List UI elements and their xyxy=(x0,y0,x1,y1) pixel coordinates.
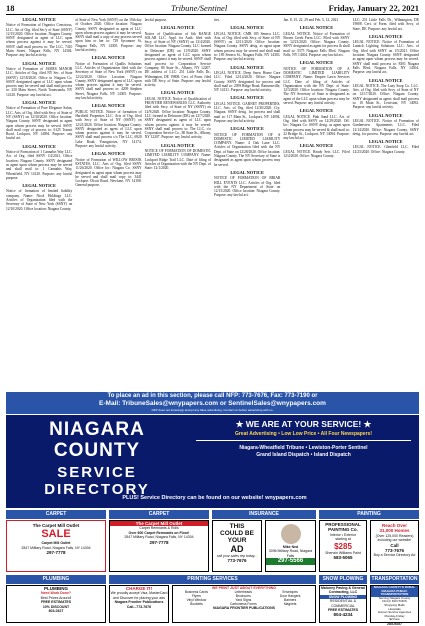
legal-notice xyxy=(283,18,349,22)
ad-call-rep: call your sales rep today... xyxy=(216,554,258,558)
notice-body: NOTICE OF FORMATION OF A DOMESTIC LIMITED LIABILITY COMPANY. Name: Empire Lawn Services LLC. Date of filing of Articles of Organization with the NY Dept. of State: 12/3/2020. Office location: Niagara County. The NY Secretary of State is designated as agent of the LLC upon whom process may be served. Purpose: any lawful activity. xyxy=(283,66,350,106)
painting-line2: starting at xyxy=(335,537,351,542)
painting-phone[interactable]: 583-5065 xyxy=(333,555,353,561)
page-header xyxy=(6,3,419,15)
notice-heading: LEGAL NOTICE xyxy=(230,126,264,132)
printing-item: Brochures xyxy=(235,594,251,599)
charge-brand: Niagara Frontier Publications xyxy=(114,600,164,605)
ad-reach-homes[interactable] xyxy=(370,520,419,572)
snowplow-line1: SNOW PLOWING xyxy=(320,595,366,599)
printing-item: Banners xyxy=(284,598,297,603)
issue-date: Friday, January 22, 2021 xyxy=(328,3,419,13)
notice-body: LEGAL NOTICE. Notice of Formation of Brown Creek Farm LLC. Filed with SSNY on 12/23/2020. Office: Niagara County. SSNY designated as agent for process & shall mail to: 5575 Niagara Falls Blvd, Niagara Falls, NY 14304. Purpose: any lawful act. xyxy=(283,31,350,58)
notice-body: LEGAL NOTICE. GARNET PROPERTIES, LLC. Arts. of Org. filed 12/30/2020. Cty: Niagara. SSNY desig. for process and shall mail to: 117 Main St., Lockport, NY 14094. Purpose: any lawful activity. xyxy=(213,101,281,123)
notice-heading: LEGAL NOTICE xyxy=(230,169,264,175)
notice-column-3 xyxy=(145,18,211,388)
insurance-phone[interactable]: 297-5566 xyxy=(266,558,315,565)
printing-item: Flyers xyxy=(191,594,201,599)
transport-line7: $2 Fare xyxy=(389,617,400,622)
transport-phone[interactable]: 285-9357 xyxy=(387,621,402,626)
agent-photo xyxy=(281,524,301,544)
ad-transportation[interactable] xyxy=(370,585,419,626)
notice-heading: LEGAL NOTICE xyxy=(91,55,126,61)
notice-heading: LEGAL NOTICE xyxy=(369,77,403,83)
legal-notice xyxy=(6,101,72,141)
notice-heading: LEGAL NOTICE xyxy=(369,112,403,118)
reach-call: Call xyxy=(390,542,399,548)
snowplow-line3: FREE ESTIMATES xyxy=(327,608,359,613)
legal-notice xyxy=(283,109,349,140)
insurance-agent-name: Mike Ned xyxy=(282,545,299,549)
carpet-outlet-title: The Carpet Mill Outlet xyxy=(32,523,80,528)
banner-headline: ★ WE ARE AT YOUR SERVICE! ★ xyxy=(235,419,372,429)
legal-notice xyxy=(75,152,141,187)
placement-disclaimer: NFP does not knowingly accept any false advertising. Contact us before advertising with us. xyxy=(151,408,274,412)
notice-body: LEGAL NOTICE. Notice of Formation of Lutnick Lighting Solutions LLC. Arts. of Org. filed with SSNY on 1/5/2021. Office location: Niagara County. SSNY designated as agent upon whom process may be served. SSNY shall mail process to: 8301 Niagara Falls Blvd, Niagara Falls, NY 14304. Purpose: any lawful act. xyxy=(352,40,419,75)
legal-notice xyxy=(145,26,211,87)
notice-body: LEGAL NOTICE. CMB 185 Seneca LLC. Arts. of Org. filed with Secy. of State of NY (SSNY) on 12/11/2020. Office location: Niagara County. SSNY desig. as agent upon whom process may be served and shall mail to: 185 Seneca St., Niagara Falls, NY 14303. Purpose: any lawful activity. xyxy=(213,31,281,62)
notice-body: ties. xyxy=(213,18,220,22)
banner-papers xyxy=(196,445,411,459)
printing-item: Letterheads xyxy=(234,590,252,595)
carpet-outlet-phone[interactable]: 297-7778 xyxy=(46,550,66,556)
legal-notice xyxy=(214,127,280,167)
transport-line3: Shopping Malls xyxy=(384,602,405,607)
legal-notice xyxy=(214,171,280,198)
notice-body: LEGAL NOTICE. Pink Sand LLC. Art. of Org. filed with SSNY on 12/29/2020. Off. loc: Niagara Co. SSNY desig. as agent upon whom process may be served & shall mail to: 22 Bridge St., Lockport, NY 14094. Purpose: any lawful act. xyxy=(283,114,350,141)
legal-notice xyxy=(283,61,349,105)
carpet-mill-address: 2847 Military Road, Niagara Falls, NY 14304 xyxy=(124,535,194,540)
banner-divider xyxy=(196,440,411,441)
legal-notice xyxy=(145,18,211,22)
notice-body: NOTICE OF FORMATION OF DOMESTIC LIMITED LIABILITY COMPANY. Name: Lockport Ridge Trail LLC. Date of filing of Articles of Organization with the NY Dept. of State: 12/1/2020. xyxy=(144,149,211,171)
category-painting: PAINTING xyxy=(319,510,419,519)
notice-heading: LEGAL NOTICE xyxy=(299,108,334,114)
notice-body: Notice of Formation of Quallis Solutions LLC. Articles of Organization filed with the Secretary of State of New York (SSNY) on 12/22/2020. Office Location: Niagara County. SSNY designated agent of LLC upon whom process against it may be served. SSNY shall mail process to: 4209 Stephen Street, Niagara Falls, NY 14305. Purpose: any lawful activity. xyxy=(75,61,142,101)
printing-item: Door Hangers xyxy=(279,594,301,599)
plumbing-title: PLUMBING xyxy=(44,586,68,591)
carpet-mill-phone[interactable]: 297-7778 xyxy=(149,539,169,545)
printing-item: Carbonless Forms xyxy=(229,602,257,607)
notice-body: LLC: 251 Little Falls Dr., Wilmington, DE 19808. Cert. of Form. filed with Secy. of State, DE. Purpose: any lawful act. xyxy=(352,18,419,31)
notice-body: Notice of Formation of WILLOW BROOK ESTATES, LLC. Arts of Org. filed SSNY 11/26/2020. Office loc: Niagara Co. SSNY designated as agent upon whom process may be served and shall mail copy to: 3441 Lockport Olcott Road, Newfane, NY 14108. General purpose. xyxy=(75,157,142,188)
ad-line-could-be: COULD BE xyxy=(220,530,254,537)
snowplow-title: Maloney Paving & General Contracting, LLC xyxy=(321,586,365,595)
printing-item: Booklets xyxy=(190,602,203,607)
transport-title: NIAGARA COUNTY'S RURAL NIAGARA PUBLIC TRANSPORTATION xyxy=(371,586,418,597)
category-plumbing: PLUMBING xyxy=(6,575,106,584)
ad-line-your: YOUR xyxy=(227,537,247,544)
legal-notice xyxy=(6,184,72,211)
reach-line4: Buy a Service Directory Ad xyxy=(373,553,416,558)
reach-phone[interactable]: 773-7676 xyxy=(384,548,405,554)
transport-line6: Monday-Friday xyxy=(384,613,405,618)
notice-column-6 xyxy=(353,18,419,388)
legal-notice xyxy=(214,66,280,93)
printing-item: Vinyl Window xyxy=(186,598,207,603)
banner-website-note: PLUS! Service Directory can be found on our website! wnypapers.com xyxy=(122,495,307,501)
legal-notice xyxy=(6,62,72,97)
plumbing-phone-1[interactable]: 603-0327 xyxy=(48,609,64,614)
notice-heading: LEGAL NOTICE xyxy=(230,95,264,101)
ad-printing[interactable] xyxy=(172,585,316,623)
notice-heading: LEGAL NOTICE xyxy=(230,64,264,70)
notice-column-5 xyxy=(283,18,349,388)
notice-body: LEGAL NOTICE. Deep Snow Home Care LLC. Filed 12/14/2020. Office: Niagara County. SSNY designated for process and shall mail to: 2059 Ridge Road, Ransomville, NY 14131. Purpose: any lawful activity. xyxy=(213,70,281,93)
legal-notice xyxy=(6,145,72,180)
notice-heading: LEGAL NOTICE xyxy=(22,143,56,149)
carpet-mill-line2: Over 600 Carpet Remnants on Floor! xyxy=(128,530,190,535)
category-carpet-2: CARPET xyxy=(109,510,209,519)
reach-line2: 31,000 Homes xyxy=(379,528,410,534)
carpet-outlet-offer: SALE xyxy=(41,528,71,541)
notice-body: of State of New York (SSNY) on the 19th day of October 2020. Office location: Niagara County. SSNY designated as agent of LLC upon whom process against it may be served. SSNY shall mail a copy of any process served upon him or her to: 729 Sycamore St, Niagara Falls, NY 14305. Purpose: any lawful activity. xyxy=(75,18,142,53)
legal-notice xyxy=(6,18,72,58)
printing-footer: NIAGARA FRONTIER PUBLICATIONS xyxy=(212,606,276,611)
banner-tagline: Great Advertising • Low Low Price • All Four Newspapers! xyxy=(234,431,373,437)
notice-heading: LEGAL NOTICE xyxy=(369,139,403,145)
ad-line-ad: AD xyxy=(230,544,244,554)
snowplow-phone[interactable]: 804-4234 xyxy=(333,612,353,618)
banner-papers-line2: Grand Island Dispatch • Island Dispatch xyxy=(256,452,351,458)
transport-line1: Serving Niagara County xyxy=(378,595,411,600)
notice-heading: LEGAL NOTICE xyxy=(22,17,56,22)
reach-line3: (Over 125,000 Readers) including our website! xyxy=(375,533,414,543)
painting-line3: Sherwin Williams Paint xyxy=(325,550,361,555)
charge-phone[interactable]: Call...773-7676 xyxy=(126,604,152,609)
notice-body: Notice of formation of limited liability company. Name: Nicol Holdings LLC. Articles of Organization filed with the Secretary of State of New York (SSNY) on 12/10/2020. Office location: Niagara County. xyxy=(6,189,73,211)
ad-charge-it[interactable] xyxy=(109,585,169,623)
charge-line1: We proudly accept Visa, MasterCard and Discover for placing your ads xyxy=(110,591,168,600)
reach-line1: Reach Over xyxy=(381,523,407,528)
ad-insurance[interactable] xyxy=(265,520,316,572)
legal-notice xyxy=(145,144,211,171)
transport-line4: Hospitals xyxy=(388,606,401,611)
printing-items xyxy=(173,590,315,606)
notice-heading: LEGAL NOTICE xyxy=(299,60,334,66)
category-insurance: INSURANCE xyxy=(212,510,316,519)
notice-heading: LEGAL NOTICE xyxy=(161,142,195,148)
placement-email-line[interactable]: E-Mail: TribuneSales@wnypapers.com or SentinelSales@wnypapers.com xyxy=(99,400,326,407)
notice-column-2 xyxy=(75,18,141,388)
carpet-mill-line1: Carpet Remnants & Rolls xyxy=(139,526,179,531)
printing-item: Magnets xyxy=(283,602,297,607)
ad-carpet-mill[interactable] xyxy=(109,520,209,572)
legal-notice xyxy=(353,35,419,75)
painting-title-2: PAINTING Co. xyxy=(328,527,358,533)
legal-notice xyxy=(75,104,141,148)
notice-heading: LEGAL NOTICE xyxy=(91,151,126,157)
insurance-address: 3096 Military Road, Niagara Falls xyxy=(268,549,313,558)
carpet-outlet-address: 2847 Military Road, Niagara Falls, NY 14304 xyxy=(21,545,91,550)
category-snow-plowing: SNOW PLOWING xyxy=(319,575,367,584)
legal-notice xyxy=(145,91,211,139)
legal-notice xyxy=(75,56,141,100)
notice-heading: LEGAL NOTICE xyxy=(299,25,334,31)
notice-body: NOTICE OF FORMATION OF BRIAR HILL EVENTS LLC. Articles of Org. filed with the NY Department of State on 12/15/2020. Office location: Niagara County. Purpose: any lawful act. xyxy=(213,176,281,198)
ad-carpet-outlet[interactable] xyxy=(6,520,106,572)
legal-notice xyxy=(214,26,280,61)
legal-notice xyxy=(283,144,349,158)
ad-line-this: THIS xyxy=(229,523,245,530)
legal-notice xyxy=(353,114,419,136)
carpet-mill-title: The Carpet Mill Outlet xyxy=(110,521,208,526)
printing-title: WE PRINT JUST ABOUT EVERYTHING xyxy=(212,586,276,590)
notice-body: Notice of Qualification of 6th RANGE SOLAR LLC. Appl. for Auth. filed with Secy. of State of NY (SSNY) on 12/4/2020. Office location: Niagara County. LLC formed in Delaware (DE) on 11/9/2020. SSNY designated as agent of LLC upon whom process against it may be served. SSNY shall mail process to: Corporation Service Company, 80 State St., Albany, NY 12207. DE address of LLC: 251 Little Falls Dr., Wilmington, DE 19808. Cert. of Form. filed with DE Secy. of State. Purpose: any lawful activity. xyxy=(144,31,211,88)
snowplow-line2: RESIDENTIAL & COMMERCIAL xyxy=(329,599,357,608)
painting-price: $285 xyxy=(334,541,352,551)
notice-body: LEGAL NOTICE. Glenfield LLC. Filed 12/23/2020. Office: Niagara County. xyxy=(352,145,419,154)
notice-body: Notice of Formation of Organics Conscious, LLC. Art of Org. filed Sec'y of State (SSNY) 12/15/2020. Office location: Niagara County. SSNY designated as agent of LLC upon whom process against it may be served. SSNY shall mail process to: The LLC, 7410 Main Street, Niagara Falls, NY 14304. Purpose: any lawful activity. xyxy=(6,23,73,58)
notice-body: Notice of Formation of 1 Cannabis Way LLC. Art. of Org. filed SSNY 1/4/2021. Office location: Niagara County. SSNY designated as agent upon whom process may be served and shall mail to: 1 Cannabis Way, Wheatfield, NY 14120. Purpose: any lawful purpose. xyxy=(6,150,73,180)
ad-phone[interactable]: 773-7676 xyxy=(227,558,247,564)
notice-heading: LEGAL NOTICE xyxy=(369,33,403,39)
notice-body: NOTICE OF FORMATION OF A DOMESTIC LIMITED LIABILITY COMPANY. Name: 4 Oak Lane LLC. Articles of Organization filed with the NY Dept. of State on 12/28/2020. Office location: Niagara County. The NY Secretary of State is designated as agent upon whom process may be served. xyxy=(213,132,281,167)
placement-info-bar xyxy=(6,392,419,414)
legal-notice xyxy=(353,140,419,154)
carpet-outlet-sub: Carpet Mill Outlet xyxy=(41,541,71,546)
banner-title-service-directory: SERVICE DIRECTORY xyxy=(44,464,150,498)
notice-body: LEGAL NOTICE. Notice of Qualification of FRONTIER RENEWABLES LLC. Authority filed with Secy. of State of NY (SSNY) on 12/9/2020. Office location: Niagara County. LLC formed in Delaware (DE) on 12/7/2020. SSNY designated as agent of LLC upon whom process against it may be served. SSNY shall mail process to: The LLC, c/o Corporation Service Co., 80 State St., Albany, NY 12207. Purpose: any lawful activity. xyxy=(144,96,211,140)
legal-notice xyxy=(283,26,349,57)
ad-painting[interactable] xyxy=(319,520,367,572)
category-transportation: TRANSPORTATION xyxy=(371,576,418,582)
ad-this-could-be-yours[interactable] xyxy=(212,520,262,572)
notice-body: LEGAL NOTICE. The Lazy Soap Co. LLC. Arts. of Org. filed with Secy. of State of NY on 12/17/2020. Office: Niagara County. SSNY designated as agent; shall mail process to: 10 Main St., Lewiston, NY 14092. Purpose: any lawful activity. xyxy=(352,83,419,110)
printing-item: Yard Signs xyxy=(235,598,252,603)
legal-notice xyxy=(353,79,419,110)
page-number: 18 xyxy=(6,3,15,13)
legal-notice xyxy=(75,18,141,52)
notice-heading: LEGAL NOTICE xyxy=(161,90,195,96)
charge-title: CHARGE IT! xyxy=(125,586,153,591)
notice-heading: LEGAL NOTICE xyxy=(161,25,195,31)
plumbing-line2: FREE ESTIMATES xyxy=(40,600,72,605)
printing-item: Envelopes xyxy=(282,590,298,595)
notice-body: Jan. 8, 15, 22, 29 and Feb. 5, 12, 2021 xyxy=(283,18,339,22)
notice-heading: LEGAL NOTICE xyxy=(230,25,264,31)
legal-notices-section xyxy=(6,18,419,388)
notice-body: Notice of Formation of Pure Elegance Salon, LLC. Arts. of Org. filed with Secy. of State of NY (SSNY) on 12/30/2020. Office location: Niagara County. SSNY designated as agent upon whom process may be served. SSNY shall mail copy of process to: 6125 Transit Road, Lockport, NY 14094. Purpose: any lawful act. xyxy=(6,106,73,141)
notice-heading: LEGAL NOTICE xyxy=(22,183,56,189)
placement-phone-line: To place an ad in this section, please call NFP: 773-7676, Fax: 773-7190 or xyxy=(107,393,318,399)
notice-heading: LEGAL NOTICE xyxy=(22,60,56,66)
notice-body: Notice of Formation of JAMES MANOR LLC. Articles of Org. filed NY Sec. of State (SSNY) 12/18/2020. Office in Niagara Co. SSNY designated agent of LLC upon whom process may be served and shall mail process to: 230 Main Street, North Tonawanda, NY 14120. Purpose: any lawful act. xyxy=(6,66,73,97)
plumbing-line3: 10% DISCOUNT xyxy=(42,604,70,609)
notice-body: PUBLIC NOTICE. Notice of formation of Hartfield Properties LLC. Arts of Org. filed with Secy of State of NY (SSNY) on 12/21/2020. Office location: Niagara County. SSNY designated as agent of LLC upon whom process against it may be served. SSNY shall mail process c/o The LLC, 6920 Lake Road, Youngstown, NY 14174. Purpose: any lawful activity. xyxy=(75,109,142,149)
category-printing: PRINTING SERVICES xyxy=(109,575,316,584)
legal-notice xyxy=(214,18,280,22)
notice-column-4 xyxy=(214,18,280,388)
ad-snow-plowing[interactable] xyxy=(319,585,367,623)
notice-heading: LEGAL NOTICE xyxy=(91,103,126,109)
plumbing-line1: Best Prices Around! xyxy=(40,595,72,600)
legal-notice xyxy=(214,96,280,123)
painting-line1: Interior • Exterior xyxy=(329,532,357,537)
notice-heading: LEGAL NOTICE xyxy=(22,100,56,106)
ad-plumbing[interactable] xyxy=(6,585,106,623)
service-directory-banner xyxy=(6,415,419,508)
printing-item: Business Cards xyxy=(184,590,208,595)
notice-column-1 xyxy=(6,18,72,388)
notice-body: LEGAL NOTICE. Notice of Formation of Gardenview Apartments LLC. Filed 12/14/2020. Office: Niagara County. SSNY desig. for process. Purpose: any lawful act. xyxy=(352,118,419,136)
legal-notice xyxy=(353,18,419,31)
banner-title-niagara: NIAGARA xyxy=(49,419,145,440)
notice-heading: LEGAL NOTICE xyxy=(299,143,334,149)
plumbing-title-2: Need Work Done? xyxy=(40,591,72,596)
notice-body: LEGAL NOTICE. Ready Sets LLC. Filed 12/4/2020. Office: Niagara County. xyxy=(283,149,350,159)
banner-title-county: COUNTY xyxy=(53,440,141,461)
transport-line2: NCCC DOCTORS xyxy=(382,599,407,604)
publication-name: Tribune/Sentinel xyxy=(171,3,228,13)
notice-body: lawful purpose. xyxy=(144,18,168,22)
banner-papers-line1: Niagara-Wheatfield Tribune • Lewiston-Porter Sentinel xyxy=(239,445,368,451)
category-carpet: CARPET xyxy=(6,510,106,519)
painting-title: PROFESSIONAL xyxy=(325,522,361,527)
transport-line5: Human Service Agencies xyxy=(377,610,412,615)
